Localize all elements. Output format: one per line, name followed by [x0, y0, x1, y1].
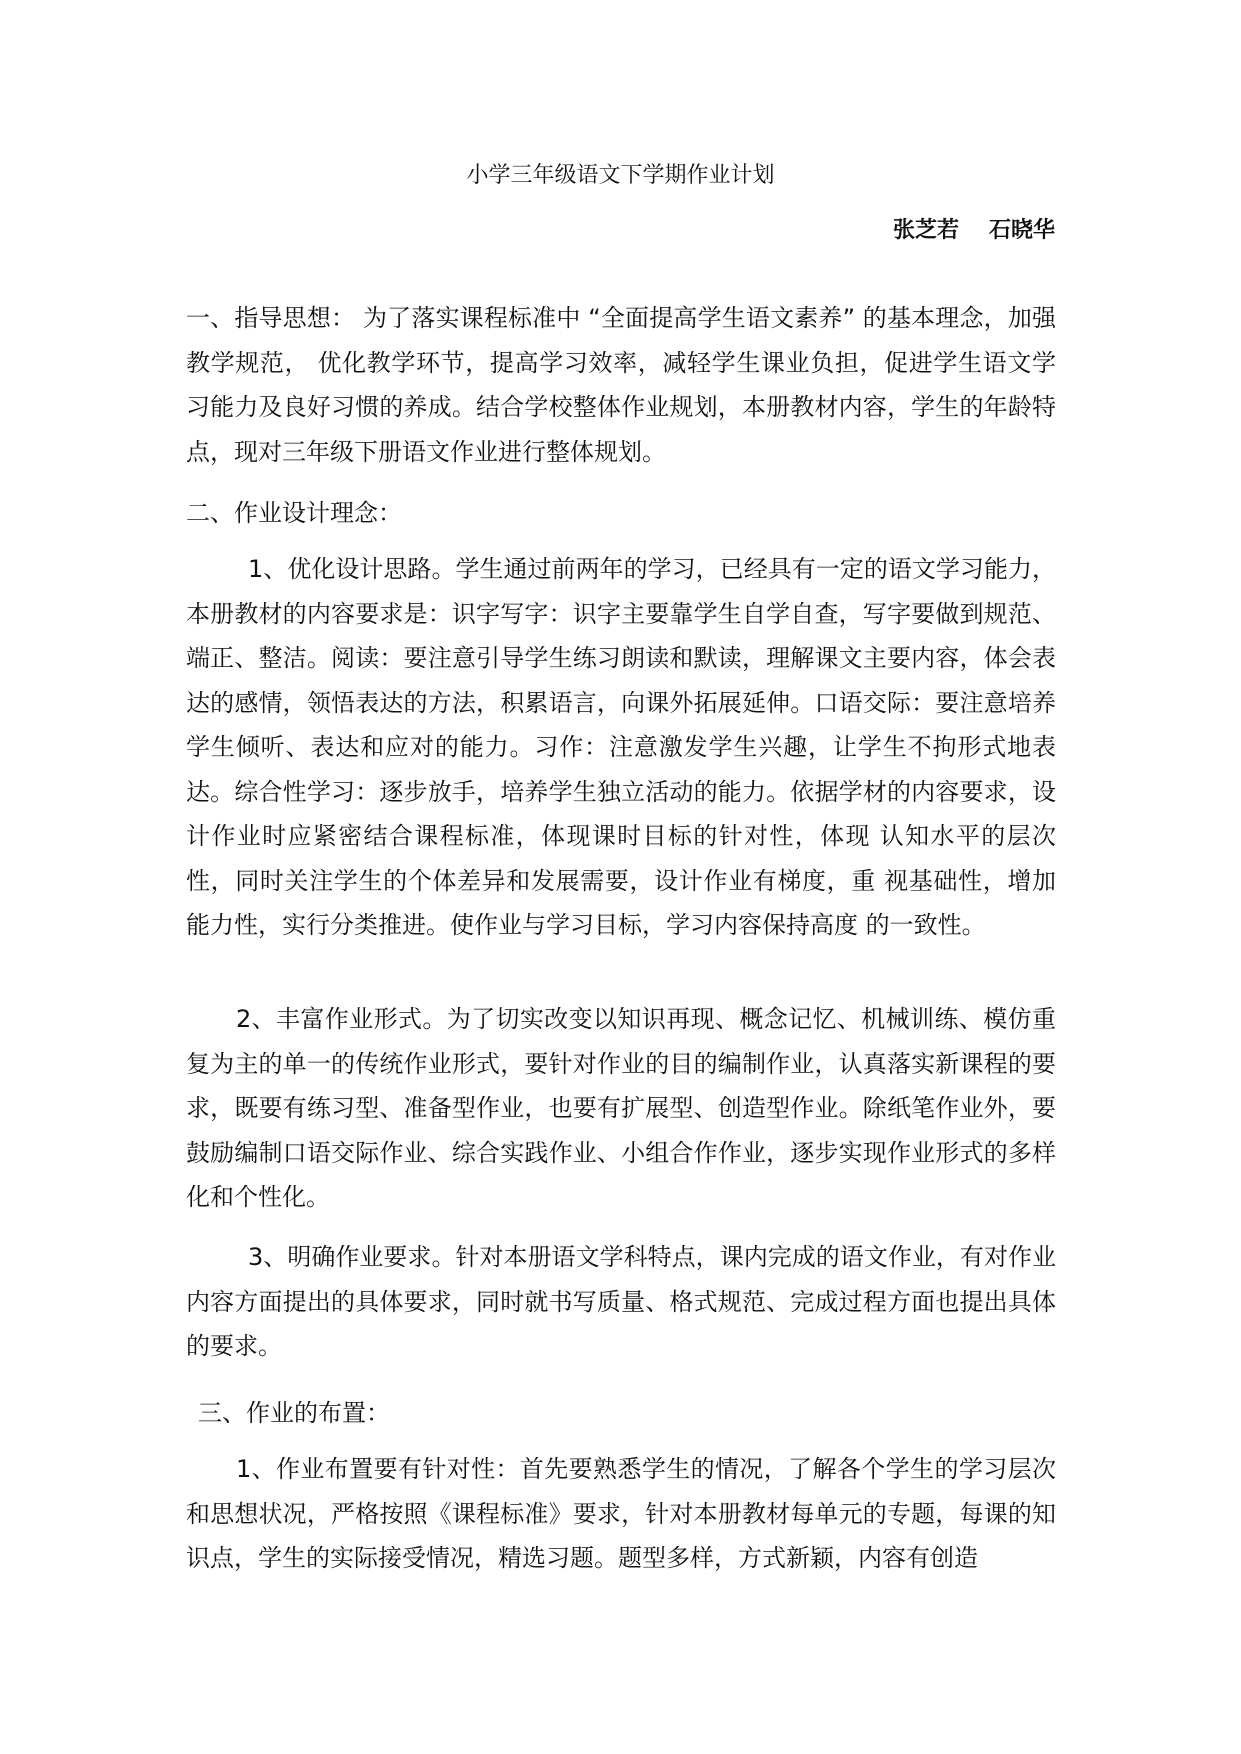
- body-paragraph: 3、明确作业要求。针对本册语文学科特点，课内完成的语文作业，有对作业内容方面提出的具体要求，同时就书写质量、格式规范、完成过程方面也提出具体的要求。: [186, 1243, 1056, 1360]
- body-paragraph: 1、作业布置要有针对性：首先要熟悉学生的情况，了解各个学生的学习层次和思想状况，严格按照《课程标准》要求，针对本册教材每单元的专题，每课的知识点，学生的实际接受情况，精选习题。题型多样，方式新颖，内容有创造: [186, 1455, 1056, 1572]
- section-heading: 三、作业的布置：: [198, 1399, 390, 1427]
- author-name: 张芝若: [892, 217, 959, 243]
- author-name: 石晓华: [988, 217, 1055, 243]
- guiding-ideology-paragraph: 一、指导思想： 为了落实课程标准中 “全面提高学生语文素养” 的基本理念，加强教学规范， 优化教学环节，提高学习效率，减轻学生课业负担，促进学生语文学习能力及良好习惯的养成。结合学校整体作业规划，本册教材内容，学生的年龄特点，现对三年级下册语文作业进行整体规划。: [186, 304, 1056, 466]
- authors-line: [893, 214, 1055, 246]
- body-paragraph: 2、丰富作业形式。为了切实改变以知识再现、概念记忆、机械训练、模仿重复为主的单一的传统作业形式，要针对作业的目的编制作业，认真落实新课程的要求，既要有练习型、准备型作业，也要有扩展型、创造型作业。除纸笔作业外，要鼓励编制口语交际作业、综合实践作业、小组合作作业，逐步实现作业形式的多样化和个性化。: [186, 1005, 1056, 1211]
- body-paragraph: 1、优化设计思路。学生通过前两年的学习，已经具有一定的语文学习能力，本册教材的内容要求是：识字写字：识字主要靠学生自学自查，写字要做到规范、端正、整洁。阅读：要注意引导学生练习朗读和默读，理解课文主要内容，体会表达的感情，领悟表达的方法，积累语言，向课外拓展延伸。口语交际：要注意培养学生倾听、表达和应对的能力。习作：注意激发学生兴趣，让学生不拘形式地表达。综合性学习：逐步放手，培养学生独立活动的能力。依据学材的内容要求，设计作业时应紧密结合课程标准，体现课时目标的针对性，体现 认知水平的层次性，同时关注学生的个体差异和发展需要，设计作业有梯度，重 视基础性，增加能力性，实行分类推进。使作业与学习目标，学习内容保持高度 的一致性。: [186, 555, 1056, 939]
- section-heading: 二、作业设计理念：: [186, 499, 402, 527]
- document-title: 小学三年级语文下学期作业计划: [466, 163, 775, 188]
